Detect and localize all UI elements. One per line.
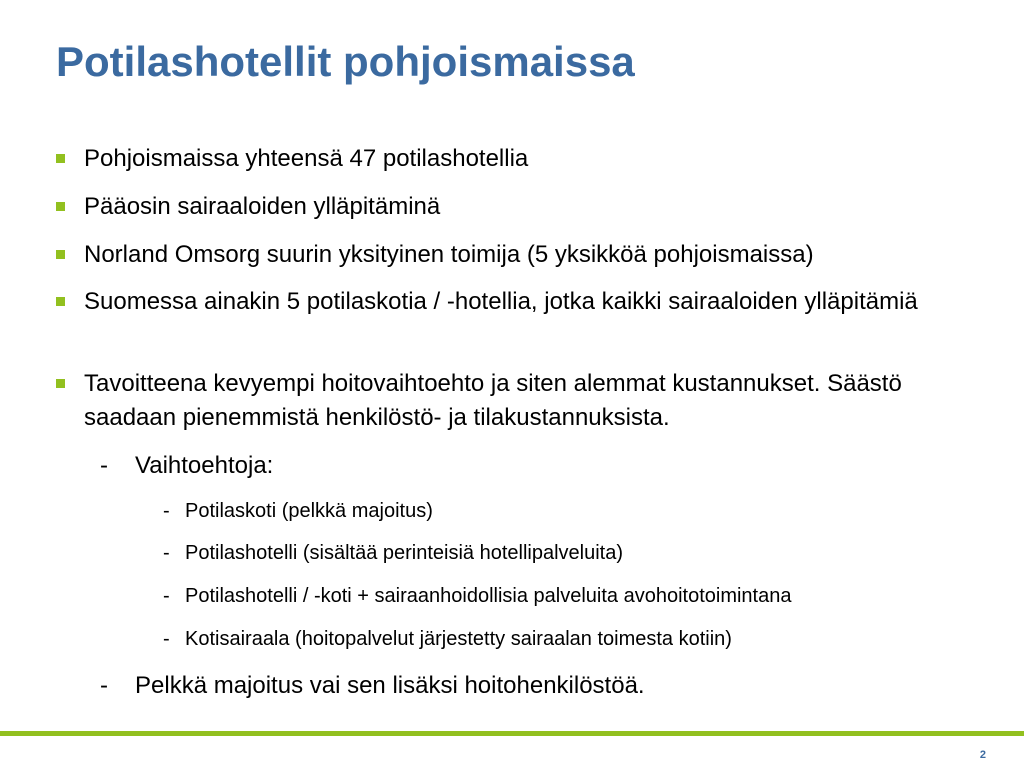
alternative-text: Potilashotelli (sisältää perinteisiä hotellipalveluita) <box>185 542 624 564</box>
square-bullet-icon <box>56 379 65 388</box>
dash-marker: - <box>163 500 170 522</box>
dash-marker: - <box>163 628 170 650</box>
slide-title: Potilashotellit pohjoismaissa <box>56 38 635 85</box>
dash-marker: - <box>163 542 170 564</box>
alternative-text: Kotisairaala (hoitopalvelut järjestetty sairaalan toimesta kotiin) <box>185 628 732 650</box>
dash-marker: - <box>163 585 170 607</box>
square-bullet-icon <box>56 202 65 211</box>
page-number: 2 <box>979 749 986 761</box>
alternative-text: Potilaskoti (pelkkä majoitus) <box>185 500 433 522</box>
bullet-text: Suomessa ainakin 5 potilaskotia / -hotellia, jotka kaikki sairaaloiden ylläpitämiä <box>84 288 918 315</box>
footer-divider <box>0 731 1024 736</box>
dash-marker: - <box>100 452 108 479</box>
bullet-text: Norland Omsorg suurin yksityinen toimija (5 yksikköä pohjoismaissa) <box>84 241 814 268</box>
sub-item-text: Vaihtoehtoja: <box>135 452 274 479</box>
bullet-text: Pääosin sairaaloiden ylläpitäminä <box>84 193 441 220</box>
bullet-text: Pohjoismaissa yhteensä 47 potilashotellia <box>84 145 529 172</box>
square-bullet-icon <box>56 154 65 163</box>
sub-item-text: Pelkkä majoitus vai sen lisäksi hoitohenkilöstöä. <box>135 672 645 699</box>
alternative-text: Potilashotelli / -koti + sairaanhoidollisia palveluita avohoitotoimintana <box>185 585 792 607</box>
square-bullet-icon <box>56 250 65 259</box>
bullet-text: Tavoitteena kevyempi hoitovaihtoehto ja siten alemmat kustannukset. Säästö saadaan pienemmistä henkilöstö- ja tilakustannuksista. <box>84 370 902 431</box>
dash-marker: - <box>100 672 108 699</box>
square-bullet-icon <box>56 297 65 306</box>
